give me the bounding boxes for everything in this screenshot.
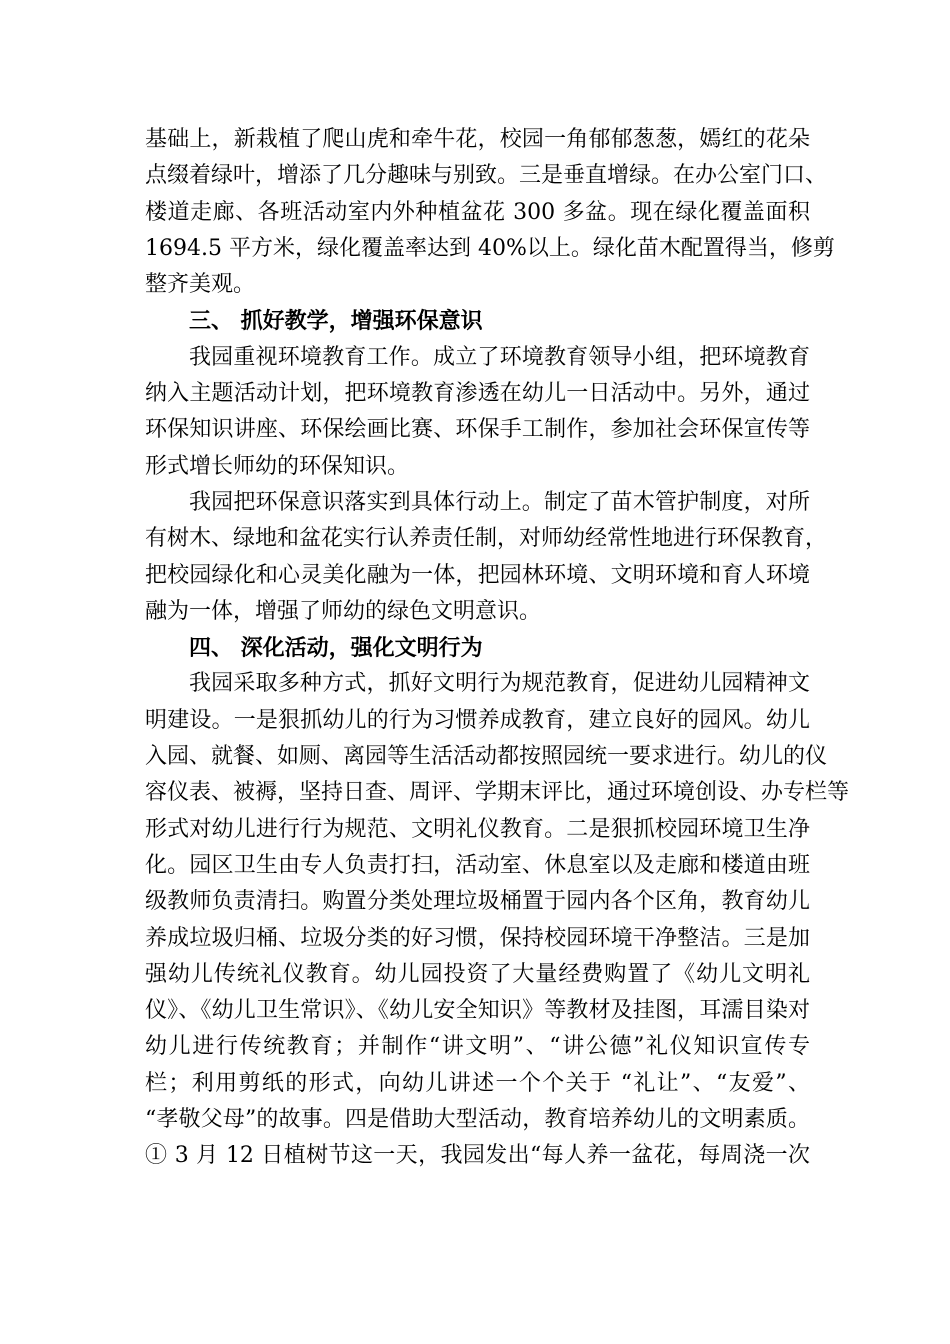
text-line: 养成垃圾归桶、垃圾分类的好习惯，保持校园环境干净整洁。三是加 bbox=[145, 925, 810, 951]
text-line: 基础上，新栽植了爬山虎和牵牛花，校园一角郁郁葱葱，嫣红的花朵 bbox=[145, 127, 810, 152]
text-line: 级教师负责清扫。购置分类处理垃圾桶置于园内各个区角，教育幼儿 bbox=[145, 889, 810, 915]
text-line: 我园重视环境教育工作。成立了环境教育领导小组，把环境教育 bbox=[189, 344, 810, 370]
text-line: “孝敬父母”的故事。四是借助大型活动，教育培养幼儿的文明素质。 bbox=[145, 1107, 810, 1133]
text-line: 容仪表、被褥，坚持日查、周评、学期末评比，通过环境创设、办专栏等 bbox=[145, 780, 850, 806]
section-heading-3: 三、 抓好教学，增强环保意识 bbox=[189, 308, 483, 335]
text-line: 形式对幼儿进行行为规范、文明礼仪教育。二是狠抓校园环境卫生净 bbox=[145, 816, 810, 842]
text-line: 仪》、《幼儿卫生常识》、《幼儿安全知识》等教材及挂图，耳濡目染对 bbox=[145, 998, 810, 1024]
document-body bbox=[145, 122, 850, 1175]
text-line: 融为一体，增强了师幼的绿色文明意识。 bbox=[145, 598, 542, 624]
text-line: 我园采取多种方式，抓好文明行为规范教育，促进幼儿园精神文 bbox=[189, 671, 810, 697]
text-line: 明建设。一是狠抓幼儿的行为习惯养成教育，建立良好的园风。幼儿 bbox=[145, 707, 810, 733]
text-line: 有树木、绿地和盆花实行认养责任制，对师幼经常性地进行环保教育， bbox=[145, 526, 828, 552]
text-line: 幼儿进行传统教育；并制作“讲文明”、“讲公德”礼仪知识宣传专 bbox=[145, 1034, 810, 1060]
paragraph-environment-action bbox=[145, 485, 828, 630]
section-heading-4: 四、 深化活动，强化文明行为 bbox=[189, 635, 483, 662]
text-line: 整齐美观。 bbox=[145, 272, 256, 298]
text-line: 点缀着绿叶，增添了几分趣味与别致。三是垂直增绿。在办公室门口、 bbox=[145, 163, 828, 189]
text-line: 1694.5 平方米，绿化覆盖率达到 40%以上。绿化苗木配置得当，修剪 bbox=[145, 235, 835, 261]
text-line: 纳入主题活动计划，把环境教育渗透在幼儿一日活动中。另外，通过 bbox=[145, 381, 810, 407]
paragraph-greening bbox=[145, 122, 835, 303]
text-line: ① 3 月 12 日植树节这一天，我园发出“每人养一盆花，每周浇一次 bbox=[145, 1143, 810, 1169]
text-line: 化。园区卫生由专人负责打扫，活动室、休息室以及走廊和楼道由班 bbox=[145, 852, 810, 878]
text-line: 把校园绿化和心灵美化融为一体，把园林环境、文明环境和育人环境 bbox=[145, 562, 810, 588]
text-line: 栏；利用剪纸的形式，向幼儿讲述一个个关于 “礼让”、“友爱”、 bbox=[145, 1070, 810, 1096]
text-line: 强幼儿传统礼仪教育。幼儿园投资了大量经费购置了《幼儿文明礼 bbox=[145, 961, 810, 987]
text-line: 我园把环保意识落实到具体行动上。制定了苗木管护制度，对所 bbox=[189, 489, 810, 515]
text-line: 环保知识讲座、环保绘画比赛、环保手工制作，参加社会环保宣传等 bbox=[145, 417, 810, 443]
paragraph-civilized-behavior bbox=[145, 666, 850, 1174]
paragraph-environment-education bbox=[145, 340, 810, 485]
text-line: 入园、就餐、如厕、离园等生活活动都按照园统一要求进行。幼儿的仪 bbox=[145, 744, 828, 770]
text-line: 形式增长师幼的环保知识。 bbox=[145, 453, 410, 479]
text-line: 楼道走廊、各班活动室内外种植盆花 300 多盆。现在绿化覆盖面积 bbox=[145, 199, 810, 225]
